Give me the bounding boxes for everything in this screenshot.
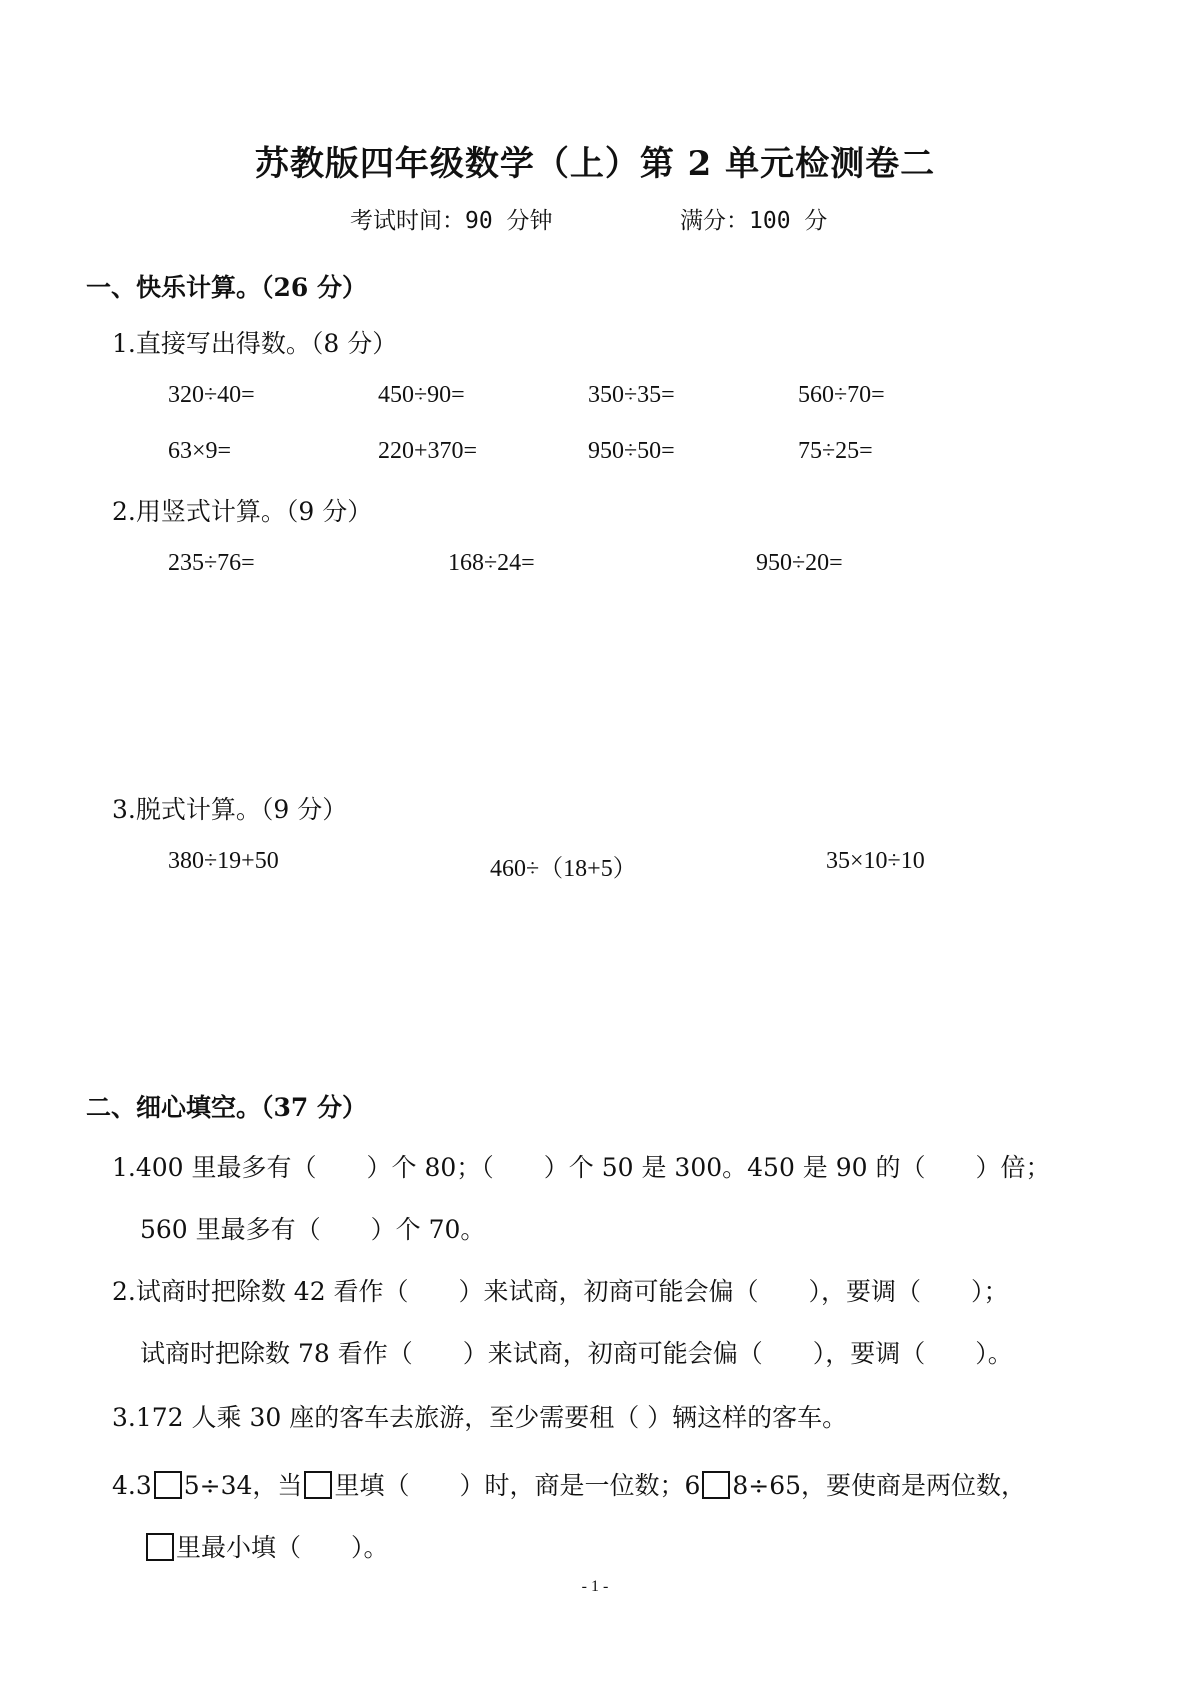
s1-q3-label: 3.脱式计算。（9 分） bbox=[112, 795, 348, 824]
stepwise-calc-item: 460÷（18+5） bbox=[490, 856, 637, 882]
vertical-calc-item: 235÷76= bbox=[168, 550, 255, 576]
blank-box bbox=[702, 1471, 730, 1499]
oral-calc-item: 220+370= bbox=[378, 438, 478, 464]
blank-box bbox=[154, 1471, 182, 1499]
s2-q1-line1: 1.400 里最多有（ ）个 80；（ ）个 50 是 300。450 是 90 的（ ）倍； bbox=[112, 1153, 1051, 1182]
page-number: - 1 - bbox=[581, 1578, 609, 1595]
oral-calc-item: 63×9= bbox=[168, 438, 232, 464]
oral-calc-item: 950÷50= bbox=[588, 438, 675, 464]
s2-q2-line1: 2.试商时把除数 42 看作（ ）来试商，初商可能会偏（ ），要调（ ）； bbox=[112, 1277, 1009, 1306]
s2-q4-part-d: 8÷65，要使商是两位数， bbox=[732, 1471, 1027, 1500]
s2-q4-part-b: 5÷34，当 bbox=[183, 1471, 303, 1500]
blank-box bbox=[146, 1533, 174, 1561]
section2-heading: 二、细心填空。（37 分） bbox=[86, 1093, 367, 1122]
section1-heading: 一、快乐计算。（26 分） bbox=[86, 273, 367, 302]
blank-box bbox=[304, 1471, 332, 1499]
s2-q4-line2-text: 里最小填（ ）。 bbox=[176, 1533, 389, 1562]
stepwise-calc-item: 380÷19+50 bbox=[168, 848, 279, 874]
vertical-calc-item: 168÷24= bbox=[448, 550, 535, 576]
s2-q1-line2: 560 里最多有（ ）个 70。 bbox=[140, 1215, 486, 1244]
full-score: 满分：100 分 bbox=[680, 208, 828, 234]
s2-q4-line2 bbox=[144, 1528, 389, 1564]
exam-time: 考试时间：90 分钟 bbox=[350, 208, 553, 234]
oral-calc-item: 560÷70= bbox=[798, 382, 885, 408]
s2-q3-line: 3.172 人乘 30 座的客车去旅游，至少需要租（ ）辆这样的客车。 bbox=[112, 1403, 848, 1432]
oral-calc-item: 450÷90= bbox=[378, 382, 465, 408]
s1-q2-label: 2.用竖式计算。（9 分） bbox=[112, 497, 373, 526]
s2-q2-line2: 试商时把除数 78 看作（ ）来试商，初商可能会偏（ ），要调（ ）。 bbox=[140, 1339, 1013, 1368]
page-title: 苏教版四年级数学（上）第 2 单元检测卷二 bbox=[254, 144, 936, 184]
oral-calc-item: 75÷25= bbox=[798, 438, 873, 464]
s2-q4-line1 bbox=[112, 1466, 1026, 1502]
s2-q4-part-c: 里填（ ）时，商是一位数；6 bbox=[334, 1471, 701, 1500]
stepwise-calc-item: 35×10÷10 bbox=[826, 848, 925, 874]
s1-q1-label: 1.直接写出得数。（8 分） bbox=[112, 329, 398, 358]
vertical-calc-item: 950÷20= bbox=[756, 550, 843, 576]
s2-q4-part-a: 4.3 bbox=[112, 1471, 152, 1500]
oral-calc-item: 320÷40= bbox=[168, 382, 255, 408]
oral-calc-item: 350÷35= bbox=[588, 382, 675, 408]
